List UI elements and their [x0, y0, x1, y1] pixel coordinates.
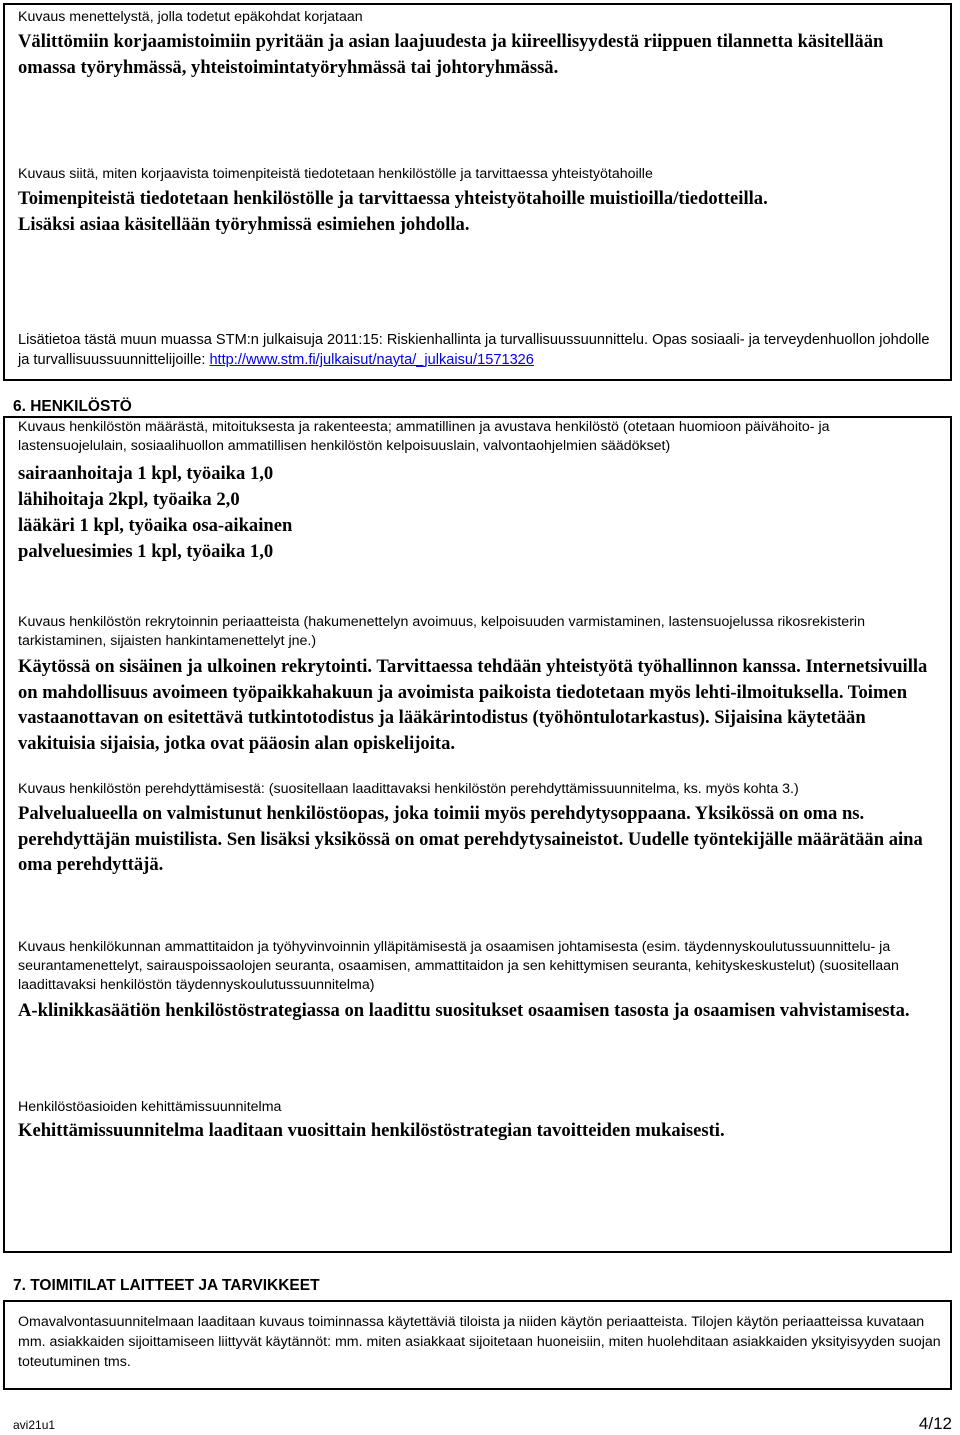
corrective-label: Kuvaus menettelystä, jolla todetut epäkohdat korjataan: [18, 9, 363, 25]
facilities-text: Omavalvontasuunnitelmaan laaditaan kuvaus toiminnassa käytettäviä tiloista ja niiden käytön periaatteista. Tilojen käytön periaatteissa kuvataan mm. asiakkaiden sijoittamiseen liittyvät käytännöt: mm. miten asiakkaat sijoitetaan huoneisiin, miten huolehditaan asiakkaiden yksityisyyden suojan toteutuminen tms.: [18, 1314, 941, 1370]
informing-label: Kuvaus siitä, miten korjaavista toimenpiteistä tiedotetaan henkilöstölle ja tarvittaessa yhteistyötahoille: [18, 166, 653, 182]
recruitment-text: Käytössä on sisäinen ja ulkoinen rekrytointi. Tarvittaessa tehdään yhteistyötä työhallinnon kanssa. Internetsivuilla on mahdollisuus avoimeen työpaikkahakuun ja avoimista paikoista tiedotetaan myös lehti-ilmoituksella. Toimen vastaanottavan on esitettävä tutkintotodistus ja lääkärintodistus (työhöntulotarkastus). Sijaisina käytetään vakituisia sijaisia, jotka ovat pääosin alan opiskelijoita.: [18, 656, 928, 754]
stm-publication-link[interactable]: http://www.stm.fi/julkaisut/nayta/_julkaisu/1571326: [209, 352, 534, 368]
skills-text: A-klinikkasäätiön henkilöstöstrategiassa on laadittu suositukset osaamisen tasosta ja osaamisen vahvistamisesta.: [18, 1000, 910, 1021]
page-number: 4/12: [918, 1414, 952, 1433]
section-7-heading: 7. TOIMITILAT LAITTEET JA TARVIKKEET: [13, 1277, 320, 1294]
introduction-label: Kuvaus henkilöstön perehdyttämisestä: (suositellaan laadittavaksi henkilöstön perehdyttämissuunnitelma, ks. myös kohta 3.): [18, 781, 799, 797]
skills-label: Kuvaus henkilökunnan ammattitaidon ja työhyvinvoinnin ylläpitämisestä ja osaamisen johtamisesta (esim. täydennyskoulutussuunnittelu- ja seurantamenettelyt, sairauspoissaolojen seuranta, osaamisen, ammattitaidon ja sen kehittymisen seuranta, kehityskeskustelut) (suositellaan laadittavaksi henkilöstön täydennyskoulutussuunnitelma): [18, 939, 899, 993]
corrective-text: Välittömiin korjaamistoimiin pyritään ja asian laajuudesta ja kiireellisyydestä riippuen tilannetta käsitellään omassa työryhmässä, yhteistoimintatyöryhmässä tai johtoryhmässä.: [18, 31, 884, 78]
additional-info-text: Lisätietoa tästä muun muassa STM:n julkaisuja 2011:15: Riskienhallinta ja turvallisuussuunnittelu. Opas sosiaali- ja terveydenhuollon johdolle ja turvallisuussuunnittelijoille:: [18, 332, 930, 368]
recruitment-label: Kuvaus henkilöstön rekrytoinnin periaatteista (hakumenettelyn avoimuus, kelpoisuuden varmistaminen, lastensuojelussa rikosrekisterin tarkistaminen, sijaisten hankintamenettelyt jne.): [18, 614, 865, 649]
informing-text-2: Lisäksi asiaa käsitellään työryhmissä esimiehen johdolla.: [18, 214, 470, 235]
development-plan-text: Kehittämissuunnitelma laaditaan vuosittain henkilöstöstrategian tavoitteiden mukaisesti.: [18, 1120, 725, 1141]
additional-info: [18, 330, 942, 370]
staff-label: Kuvaus henkilöstön määrästä, mitoituksesta ja rakenteesta; ammatillinen ja avustava henkilöstö (otetaan huomioon päivähoito- ja lastensuojelulain, sosiaalihuollon ammatillisen henkilöstön kelpoisuuslain, valvontaohjelmien säädökset): [18, 419, 830, 454]
introduction-text: Palvelualueella on valmistunut henkilöstöopas, joka toimii myös perehdytysoppaana. Yksikössä on oma ns. perehdyttäjän muistilista. Sen lisäksi yksikössä on omat perehdytysaineistot. Uudelle työntekijälle määrätään aina oma perehdyttäjä.: [18, 803, 923, 875]
staff-box: [3, 416, 952, 1253]
staff-line-1: sairaanhoitaja 1 kpl, työaika 1,0: [18, 463, 274, 484]
document-id: avi21u1: [13, 1418, 56, 1432]
staff-line-4: palveluesimies 1 kpl, työaika 1,0: [18, 541, 274, 562]
staff-line-3: lääkäri 1 kpl, työaika osa-aikainen: [18, 515, 293, 536]
corrective-actions-box: [3, 3, 952, 381]
staff-line-2: lähihoitaja 2kpl, työaika 2,0: [18, 489, 240, 510]
development-plan-label: Henkilöstöasioiden kehittämissuunnitelma: [18, 1099, 282, 1115]
facilities-box: [3, 1300, 952, 1390]
section-6-heading: 6. HENKILÖSTÖ: [13, 398, 132, 415]
informing-text-1: Toimenpiteistä tiedotetaan henkilöstölle ja tarvittaessa yhteistyötahoille muistioilla/tiedotteilla.: [18, 188, 768, 209]
